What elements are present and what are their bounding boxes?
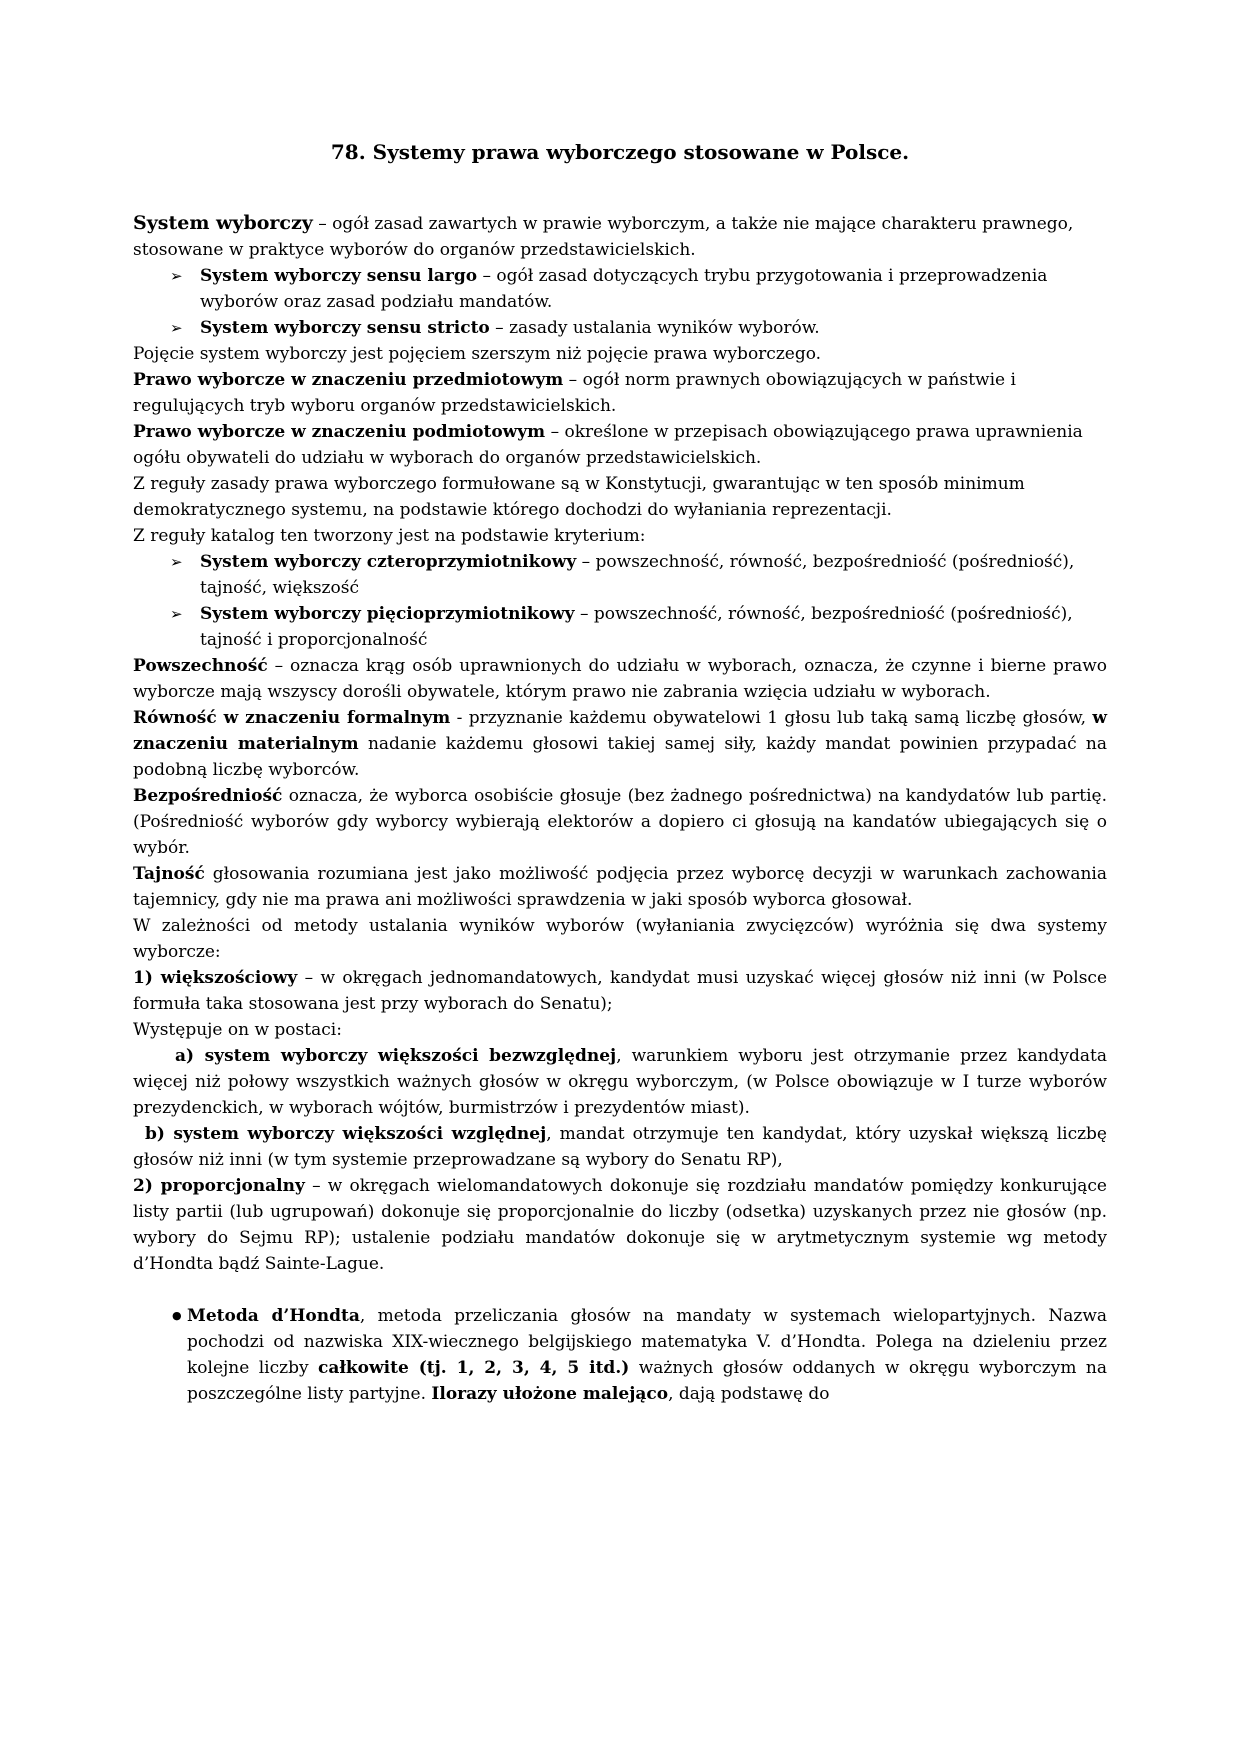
arrow-bullet-icon: ➢ bbox=[170, 267, 183, 285]
document-content bbox=[133, 210, 1107, 1407]
body-text: Z reguły zasady prawa wyborczego formułowane są w Konstytucji, gwarantując w ten sposób minimum demokratycznego systemu, na podstawie którego dochodzi do wyłaniania reprezentacji. bbox=[133, 474, 1025, 520]
bold-text: 2) proporcjonalny bbox=[133, 1176, 305, 1196]
list-item-arrow bbox=[133, 315, 1107, 341]
list-item-arrow bbox=[133, 263, 1107, 315]
body-text: W zależności od metody ustalania wyników wyborów (wyłaniania zwycięzców) wyróżnia się dwa systemy wyborcze: bbox=[133, 916, 1107, 962]
body-text: – określone w przepisach obowiązującego prawa uprawnienia ogółu obywateli do udziału w wyborach do organów przedstawicielskich. bbox=[133, 422, 1083, 468]
paragraph bbox=[133, 419, 1107, 471]
body-text: oznacza, że wyborca osobiście głosuje (bez żadnego pośrednictwa) na kandydatów lub partię. (Pośredniość wyborów gdy wyborcy wybierają elektorów a dopiero ci głosują na kandatów ubiegających się o wybór. bbox=[133, 786, 1107, 858]
body-text: – ogół norm prawnych obowiązujących w państwie i regulujących tryb wyboru organów przedstawicielskich. bbox=[133, 370, 1016, 416]
body-text: Występuje on w postaci: bbox=[133, 1020, 342, 1040]
arrow-bullet-icon: ➢ bbox=[170, 319, 183, 337]
body-text: , mandat otrzymuje ten kandydat, który uzyskał większą liczbę głosów niż inni (w tym systemie przeprowadzane są wybory do Senatu RP), bbox=[133, 1124, 1107, 1170]
list-item-text bbox=[200, 601, 1107, 653]
arrow-bullet-icon: ➢ bbox=[170, 553, 183, 571]
bold-text: System wyborczy sensu stricto bbox=[200, 318, 490, 338]
body-text: – oznacza krąg osób uprawnionych do udziału w wyborach, oznacza, że czynne i bierne prawo wyborcze mają wszyscy dorośli obywatele, którym prawo nie zabrania wzięcia udziału w wyborach. bbox=[133, 656, 1107, 702]
body-text: głosowania rozumiana jest jako możliwość podjęcia przez wyborcę decyzji w warunkach zachowania tajemnicy, gdy nie ma prawa ani możliwości sprawdzenia w jaki sposób wyborca głosował. bbox=[133, 864, 1107, 910]
paragraph bbox=[133, 471, 1107, 523]
body-text: – w okręgach wielomandatowych dokonuje się rozdziału mandatów pomiędzy konkurujące listy partii (lub ugrupowań) dokonuje się proporcjonalnie do liczby (odsetka) uzyskanych przez nie głosów (np. wybory do Sejmu RP); ustalenie podziału mandatów dokonuje się w arytmetycznym systemie wg metody d’Hondta bądź Sainte-Lague. bbox=[133, 1176, 1107, 1274]
paragraph bbox=[133, 861, 1107, 913]
list-item-arrow bbox=[133, 601, 1107, 653]
bold-text: Bezpośredniość bbox=[133, 786, 283, 806]
paragraph bbox=[133, 523, 1107, 549]
list-item-arrow bbox=[133, 549, 1107, 601]
body-text: , metoda przeliczania głosów na mandaty w systemach wielopartyjnych. Nazwa pochodzi od nazwiska XIX-wiecznego belgijskiego matematyka V. d’Hondta. Polega na dzieleniu przez kolejne liczby bbox=[187, 1306, 1108, 1378]
bold-text: całkowite (tj. 1, 2, 3, 4, 5 itd.) bbox=[318, 1358, 630, 1378]
bold-text: a) system wyborczy większości bezwzględnej bbox=[175, 1046, 617, 1066]
body-text: , dają podstawę do bbox=[668, 1384, 830, 1404]
bold-text: Powszechność bbox=[133, 656, 268, 676]
body-text: – ogół zasad zawartych w prawie wyborczym, a także nie mające charakteru prawnego, stosowane w praktyce wyborów do organów przedstawicielskich. bbox=[133, 214, 1074, 260]
body-text: , warunkiem wyboru jest otrzymanie przez kandydata więcej niż połowy wszystkich ważnych głosów w okręgu wyborczym, (w Polsce obowiązuje w I turze wyborów prezydenckich, w wyborach wójtów, burmistrzów i prezydentów miast). bbox=[133, 1046, 1107, 1118]
bold-text: Prawo wyborcze w znaczeniu podmiotowym bbox=[133, 422, 546, 442]
bold-text: System wyborczy pięcioprzymiotnikowy bbox=[200, 604, 575, 624]
bold-text: b) system wyborczy większości względnej bbox=[145, 1124, 547, 1144]
paragraph bbox=[133, 965, 1107, 1017]
paragraph bbox=[133, 1121, 1107, 1173]
body-text: – ogół zasad dotyczących trybu przygotowania i przeprowadzenia wyborów oraz zasad podziału mandatów. bbox=[200, 266, 1048, 312]
arrow-bullet-icon: ➢ bbox=[170, 605, 183, 623]
bold-text: Ilorazy ułożone malejąco bbox=[431, 1384, 669, 1404]
list-item-dot bbox=[133, 1303, 1107, 1407]
paragraph bbox=[133, 1043, 1107, 1121]
body-text: – powszechność, równość, bezpośredniość (pośredniość), tajność i proporcjonalność bbox=[200, 604, 1073, 650]
paragraph bbox=[133, 1173, 1107, 1277]
dot-bullet-icon: ● bbox=[172, 1309, 182, 1322]
paragraph bbox=[133, 653, 1107, 705]
body-text: - przyznanie każdemu obywatelowi 1 głosu lub taką samą liczbę głosów, bbox=[450, 708, 1093, 728]
list-item-text bbox=[200, 263, 1107, 315]
bold-text: 1) większościowy bbox=[133, 968, 298, 988]
bold-text: Metoda d’Hondta bbox=[187, 1306, 360, 1326]
body-text: – powszechność, równość, bezpośredniość (pośredniość), tajność, większość bbox=[200, 552, 1075, 598]
bold-text: w znaczeniu materialnym bbox=[133, 708, 1107, 754]
bold-text: System wyborczy bbox=[133, 212, 313, 234]
paragraph bbox=[133, 341, 1107, 367]
list-item-text bbox=[200, 549, 1107, 601]
paragraph bbox=[133, 210, 1107, 263]
body-text: Pojęcie system wyborczy jest pojęciem szerszym niż pojęcie prawa wyborczego. bbox=[133, 344, 822, 364]
paragraph bbox=[133, 783, 1107, 861]
body-text: ważnych głosów oddanych w okręgu wyborczym na poszczególne listy partyjne. bbox=[187, 1358, 1107, 1404]
body-text: nadanie każdemu głosowi takiej samej siły, każdy mandat powinien przypadać na podobną liczbę wyborców. bbox=[133, 734, 1107, 780]
paragraph bbox=[133, 1017, 1107, 1043]
bold-text: Równość w znaczeniu formalnym bbox=[133, 708, 451, 728]
document-title: 78. Systemy prawa wyborczego stosowane w Polsce. bbox=[330, 140, 910, 164]
paragraph bbox=[133, 913, 1107, 965]
list-item-text bbox=[200, 315, 1107, 341]
bold-text: Tajność bbox=[133, 864, 205, 884]
body-text: – zasady ustalania wyników wyborów. bbox=[489, 318, 820, 338]
bold-text: Prawo wyborcze w znaczeniu przedmiotowym bbox=[133, 370, 564, 390]
paragraph bbox=[133, 367, 1107, 419]
body-text: – w okręgach jednomandatowych, kandydat musi uzyskać więcej głosów niż inni (w Polsce formuła taka stosowana jest przy wyborach do Senatu); bbox=[133, 968, 1107, 1014]
body-text: Z reguły katalog ten tworzony jest na podstawie kryterium: bbox=[133, 526, 646, 546]
paragraph bbox=[133, 705, 1107, 783]
bold-text: System wyborczy sensu largo bbox=[200, 266, 478, 286]
bold-text: System wyborczy czteroprzymiotnikowy bbox=[200, 552, 577, 572]
list-item-text bbox=[187, 1303, 1107, 1407]
